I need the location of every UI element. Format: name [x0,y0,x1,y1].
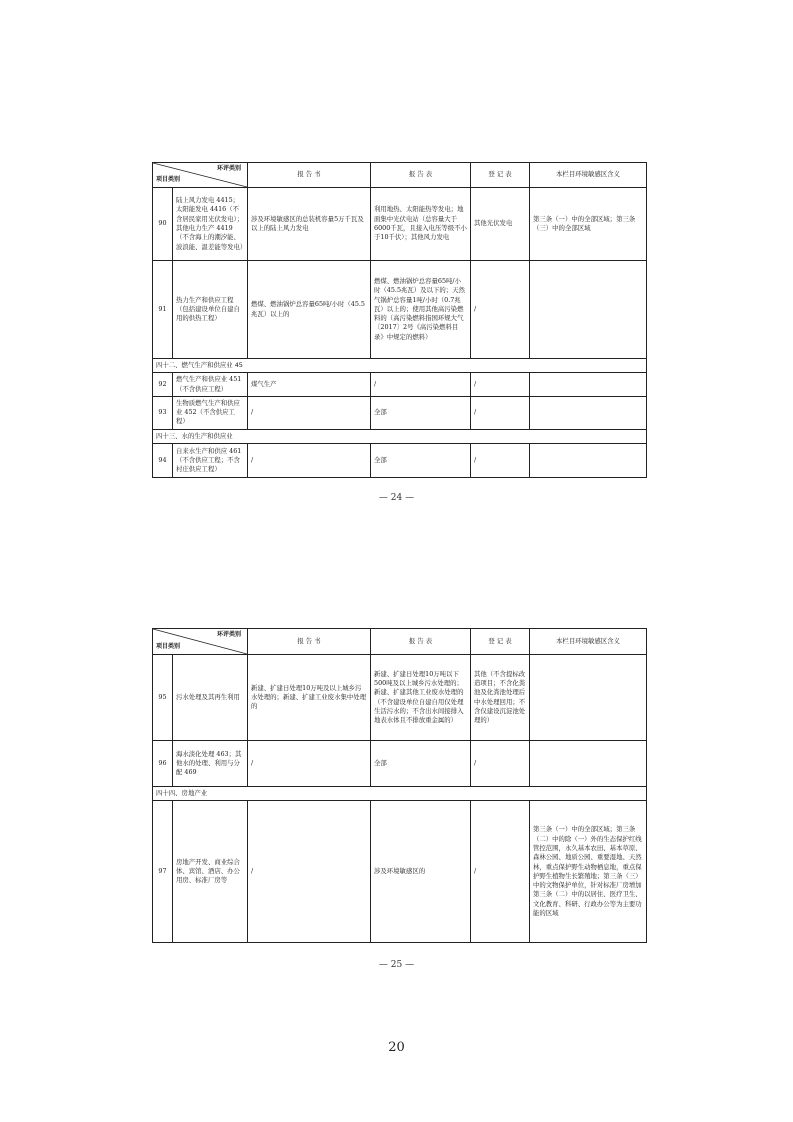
col-report-book: 报 告 书 [248,629,371,655]
register-cell: / [471,261,530,359]
project-name: 房地产开发、商业综合体、宾馆、酒店、办公用房、标准厂房等 [173,801,248,943]
register-cell: 其他（不含提标改造项目；不含化粪池及化粪池处理后中水处理回用；不含仅建设沉淀池处理的） [471,655,530,741]
section-heading: 四十二、燃气生产和供应业 45 [153,359,647,373]
section-heading: 四十三、水的生产和供应业 [153,429,647,443]
col-sensitive: 本栏目环境敏感区含义 [530,629,647,655]
project-name: 自来水生产和供应 461（不含供应工程；不含村庄供应工程） [173,443,248,477]
page-24-table [152,162,647,478]
project-name: 热力生产和供应工程（包括建设单位自建自用的供热工程） [173,261,248,359]
row-number: 96 [153,741,173,787]
table-row [153,261,647,359]
sensitive-cell: 第三条（一）中的全部区域；第三条（三）中的全部区域 [530,188,647,261]
document-folio: 20 [388,1040,405,1055]
register-cell: 其他光伏发电 [471,188,530,261]
report-table-cell: 全部 [371,396,471,429]
register-cell: / [471,801,530,943]
section-row [153,359,647,373]
report-book-cell: / [248,741,371,787]
col-register: 登 记 表 [471,163,530,188]
col-report-book: 报 告 书 [248,163,371,188]
row-number: 92 [153,373,173,397]
category-label: 项目类别 [156,176,181,184]
row-number: 90 [153,188,173,261]
table-row [153,373,647,397]
col-sensitive: 本栏目环境敏感区含义 [530,163,647,188]
report-book-cell: 新建、扩建日处理10万吨及以上城乡污水处理的；新建、扩建工业废水集中处理的 [248,655,371,741]
category-label: 项目类别 [156,643,181,651]
report-table-cell: / [371,373,471,397]
row-number: 97 [153,801,173,943]
table-row [153,801,647,943]
table-row [153,655,647,741]
col-report-table: 报 告 表 [371,163,471,188]
sensitive-cell [530,373,647,397]
diagonal-header-cell [153,163,248,188]
sensitive-cell [530,396,647,429]
section-row [153,429,647,443]
diagonal-header-cell [153,629,248,655]
report-table-cell: 利用地热、太阳能热等发电；地面集中光伏电站（总容量大于6000千瓦，且接入电压等级不小于10千伏）；其他风力发电 [371,188,471,261]
section-heading: 四十四、房地产业 [153,787,647,801]
register-cell: / [471,373,530,397]
report-book-cell: 涉及环境敏感区的总装机容量5万千瓦及以上的陆上风力发电 [248,188,371,261]
table-row [153,396,647,429]
report-table-cell: 全部 [371,741,471,787]
report-book-cell: / [248,801,371,943]
type-label: 环评类别 [216,631,241,638]
section-row [153,787,647,801]
sensitive-cell [530,655,647,741]
row-number: 91 [153,261,173,359]
row-number: 93 [153,396,173,429]
report-table-cell: 新建、扩建日处理10万吨以下500吨及以上城乡污水处理的；新建、扩建其他工业废水处理的（不含建设单位自建自用仅处理生活污水的；不含出水间接排入地表水体且不排放重金属的） [371,655,471,741]
register-cell: / [471,396,530,429]
sensitive-cell [530,741,647,787]
project-name: 生物质燃气生产和供应业 452（不含供应工程） [173,396,248,429]
sensitive-cell [530,443,647,477]
report-book-cell: 煤气生产 [248,373,371,397]
page-24-table-block [152,162,646,478]
table-row [153,188,647,261]
register-cell: / [471,741,530,787]
col-report-table: 报 告 表 [371,629,471,655]
project-name: 海水淡化处理 463；其他水的处理、利用与分配 469 [173,741,248,787]
sensitive-cell: 第三条（一）中的全部区域；第三条（二）中的除（一）外的生态保护红线管控范围，永久基本农田、基本草原、森林公园、地质公园、重要湿地、天然林，重点保护野生动物栖息地，重点保护野生植物生长繁殖地；第三条（三）中的文物保护单位，针对标准厂房增加第三条（二）中的以居住、医疗卫生、文化教育、科研、行政办公等为主要功能的区域 [530,801,647,943]
table-row [153,443,647,477]
report-table-cell: 涉及环境敏感区的 [371,801,471,943]
report-table-cell: 全部 [371,443,471,477]
report-table-cell: 燃煤、燃油锅炉总容量65吨/小时（45.5兆瓦）及以下的；天然气锅炉总容量1吨/小时（0.7兆瓦）以上的；使用其他高污染燃料的（高污染燃料指国环规大气〔2017〕2号《高污染燃料目录》中规定的燃料） [371,261,471,359]
register-cell: / [471,443,530,477]
type-label: 环评类别 [216,165,241,172]
report-book-cell: / [248,396,371,429]
table-row [153,741,647,787]
page-number-24: — 24 — [378,493,415,503]
report-book-cell: 燃煤、燃油锅炉总容量65吨/小时（45.5兆瓦）以上的 [248,261,371,359]
report-book-cell: / [248,443,371,477]
page-number-25: — 25 — [378,960,415,970]
project-name: 污水处理及其再生利用 [173,655,248,741]
project-name: 燃气生产和供应业 451（不含供应工程） [173,373,248,397]
row-number: 94 [153,443,173,477]
page-25-table-block [152,628,646,943]
sensitive-cell [530,261,647,359]
page-25-table [152,628,647,943]
row-number: 95 [153,655,173,741]
project-name: 陆上风力发电 4415；太阳能发电 4416（不含居民家用光伏发电）；其他电力生产 4419（不含海上的潮汐能、波浪能、温差能等发电） [173,188,248,261]
col-register: 登 记 表 [471,629,530,655]
